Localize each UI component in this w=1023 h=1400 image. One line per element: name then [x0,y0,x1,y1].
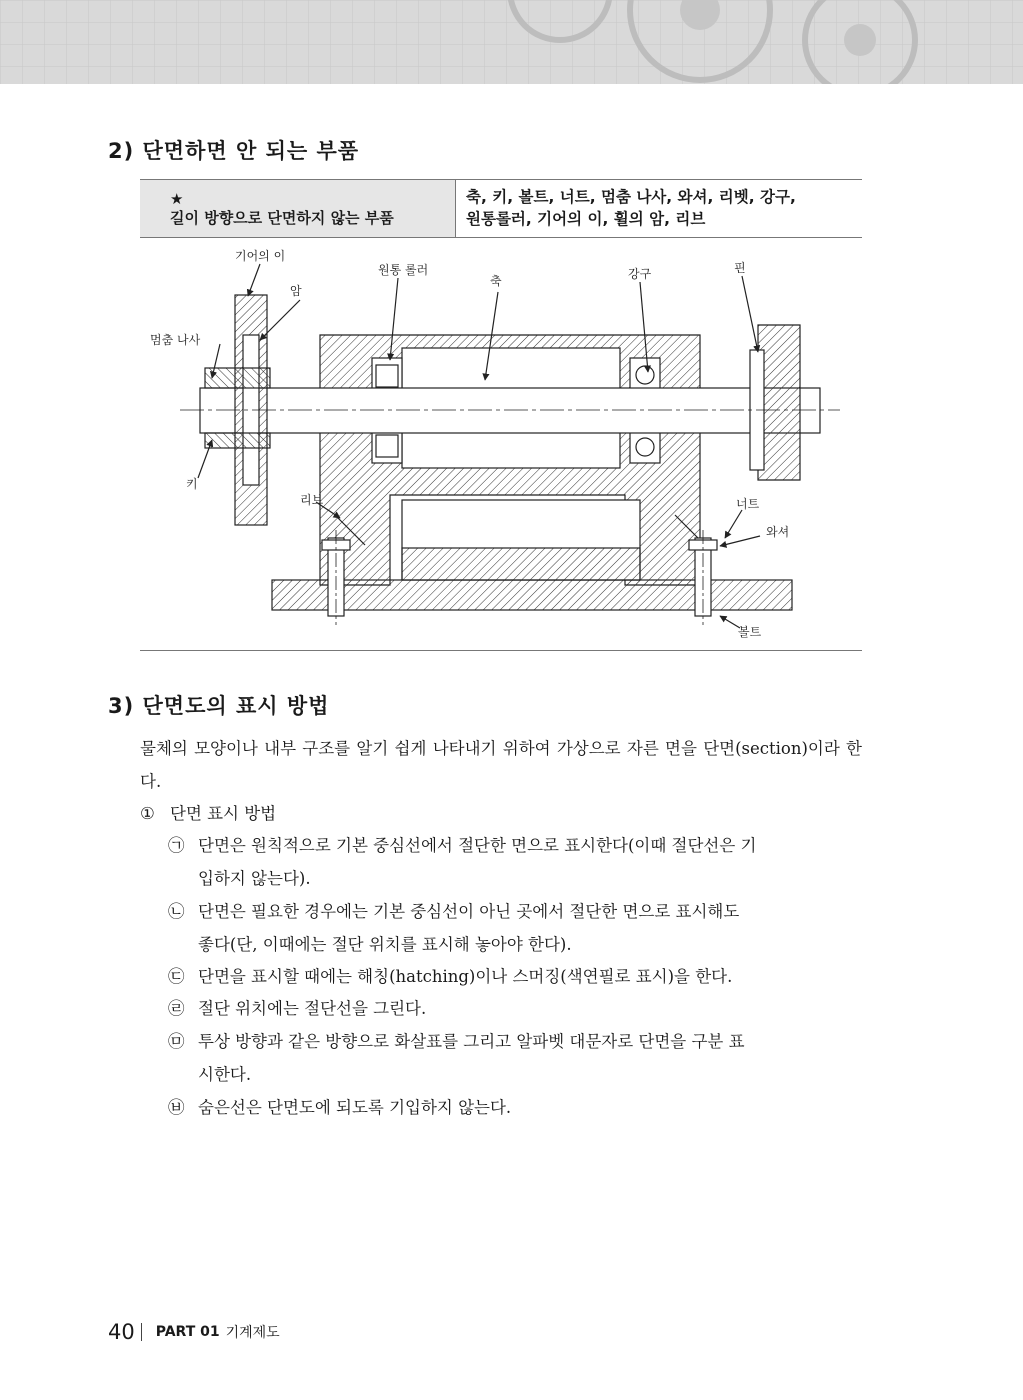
item-marker: ㉢ [168,967,185,986]
label-pin: 핀 [734,261,746,275]
chapter-label: 기계제도 [225,1325,280,1341]
page-footer [108,1318,280,1346]
label-nut: 너트 [736,497,760,511]
part-label: PART 01 [155,1324,220,1340]
parts-table [140,179,862,238]
table-left-label: 길이 방향으로 단면하지 않는 부품 [170,208,394,227]
intro-paragraph: 물체의 모양이나 내부 구조를 알기 쉽게 나타내기 위하여 가상으로 자른 면을 단면(section)이라 한다. [140,739,862,791]
section-title: 2) 단면하면 안 되는 부품 [108,139,360,163]
item-text-cont: 좋다(단, 이때에는 절단 위치를 표시해 놓아야 한다). [198,935,572,954]
label-set-screw: 멈춤 나사 [150,333,201,347]
page-number: 40 [108,1320,135,1344]
item-text: 단면을 표시할 때에는 해칭(hatching)이나 스머징(색연필로 표시)을 한다. [198,967,733,986]
list-item [140,797,276,830]
label-gear-tooth: 기어의 이 [235,249,286,263]
label-key: 키 [186,477,198,491]
sub-item [168,829,860,895]
label-rib: 리브 [300,493,324,507]
item-text: 절단 위치에는 절단선을 그린다. [198,999,427,1018]
item-marker: ㉥ [168,1098,185,1117]
table-left-cell [140,180,456,237]
item-text-cont: 시한다. [198,1065,252,1084]
table-right-line: 원통롤러, 기어의 이, 휠의 암, 리브 [466,210,706,228]
item-text: 숨은선은 단면도에 되도록 기입하지 않는다. [198,1098,512,1117]
item-marker: ㉡ [168,902,185,921]
sub-item [168,960,860,993]
shaft [200,388,820,433]
item-marker: ㉠ [168,836,185,855]
label-shaft: 축 [490,274,502,288]
header-band [0,0,1023,84]
sub-item [168,895,860,961]
label-washer: 와셔 [766,525,790,539]
label-steel-ball: 강구 [628,267,652,281]
section-title: 3) 단면도의 표시 방법 [108,694,330,718]
label-arm: 암 [290,284,302,298]
item-marker: ㉣ [168,999,185,1018]
label-roller: 원통 롤러 [378,263,429,277]
star-icon: ★ [170,189,184,208]
item-text: 투상 방향과 같은 방향으로 화살표를 그리고 알파벳 대문자로 단면을 구분 표 [198,1032,745,1051]
sub-item [168,1025,860,1091]
gear-pattern-decoration [0,0,1023,84]
sub-item [168,1091,860,1124]
table-right-line: 축, 키, 볼트, 너트, 멈춤 나사, 와셔, 리벳, 강구, [466,188,796,206]
item-marker: ① [140,804,155,823]
table-right-cell [456,180,862,237]
label-bolt: 볼트 [738,625,762,639]
item-text: 단면은 원칙적으로 기본 중심선에서 절단한 면으로 표시한다(이때 절단선은 기 [198,836,757,855]
divider [140,650,862,651]
item-marker: ㉤ [168,1032,185,1051]
item-text: 단면 표시 방법 [170,804,277,823]
item-text-cont: 입하지 않는다). [198,869,311,888]
cross-section-diagram [140,240,862,650]
item-text: 단면은 필요한 경우에는 기본 중심선이 아닌 곳에서 절단한 면으로 표시해도 [198,902,740,921]
footer-divider [141,1323,142,1341]
sub-item [168,992,860,1025]
